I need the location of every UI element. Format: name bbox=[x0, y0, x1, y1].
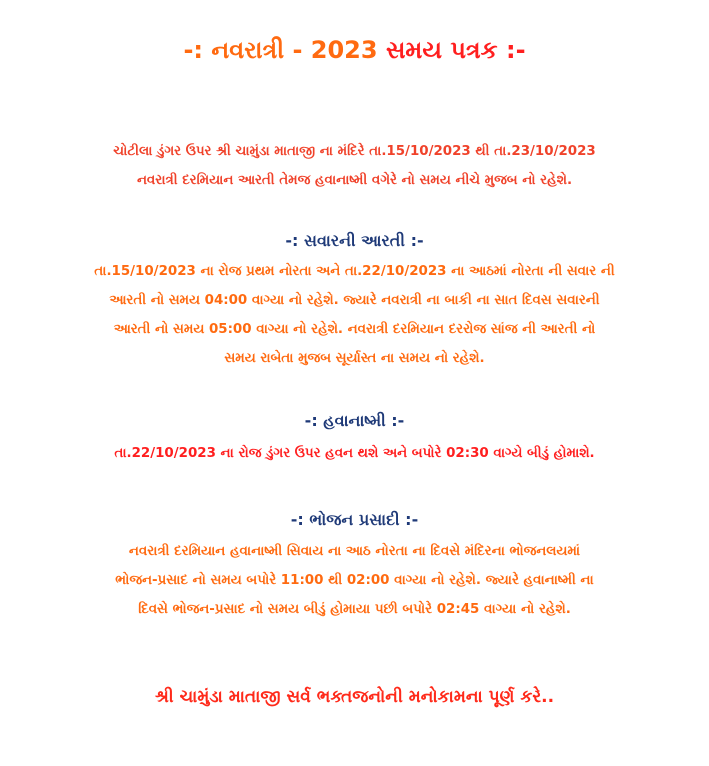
intro-line: ચોટીલા ડુંગર ઉપર શ્રી ચામુંડા માતાજી ના મંદિરે તા.15/10/2023 થી તા.23/10/2023 bbox=[113, 144, 596, 159]
page-title bbox=[0, 32, 709, 68]
section-paragraph-havan bbox=[40, 439, 669, 468]
paragraph-line: ભોજન-પ્રસાદ નો સમય બપોરે 11:00 થી 02:00 વાગ્યા નો રહેશે. જ્યારે હવાનાષ્મી ના bbox=[115, 573, 594, 588]
paragraph-line: સમય રાબેતા મુજબ સૂર્યાસ્ત ના સમય નો રહેશે. bbox=[224, 351, 485, 366]
section-paragraph-bhojan-prasad bbox=[40, 537, 669, 624]
closing-blessing: શ્રી ચામુંડા માતાજી સર્વ ભક્તજનોની મનોકામના પૂર્ણ કરે.. bbox=[154, 687, 555, 707]
section-heading-bhojan-prasad: -: ભોજન પ્રસાદી :- bbox=[290, 510, 419, 529]
paragraph-line: નવરાત્રી દરમિયાન હવાનાષ્મી સિવાય ના આઠ નોરતા ના દિવસે મંદિરના ભોજનલયમાં bbox=[128, 544, 581, 559]
section-heading-havan: -: હવાનાષ્મી :- bbox=[304, 411, 405, 430]
paragraph-line: તા.22/10/2023 ના રોજ ડુંગર ઉપર હવન થશે અને બપોરે 02:30 વાગ્યે બીડું હોમાશે. bbox=[114, 446, 595, 461]
intro-paragraph bbox=[40, 137, 669, 195]
paragraph-line: આરતી નો સમય 04:00 વાગ્યા નો રહેશે. જ્યારે નવરાત્રી ના બાકી ના સાત દિવસ સવારની bbox=[109, 293, 600, 308]
paragraph-line: તા.15/10/2023 ના રોજ પ્રથમ નોરતા અને તા.22/10/2023 ના આઠમાં નોરતા ની સવાર ની bbox=[94, 264, 615, 279]
paragraph-line: દિવસે ભોજન-પ્રસાદ નો સમય બીડું હોમાયા પછી બપોરે 02:45 વાગ્યા નો રહેશે. bbox=[138, 602, 571, 617]
intro-line: નવરાત્રી દરમિયાન આરતી તેમજ હવાનાષ્મી વગેરે નો સમય નીચે મુજબ નો રહેશે. bbox=[136, 173, 573, 188]
paragraph-line: આરતી નો સમય 05:00 વાગ્યા નો રહેશે. નવરાત્રી દરમિયાન દરરોજ સાંજ ની આરતી નો bbox=[113, 322, 596, 337]
section-paragraph-morning-aarti bbox=[40, 257, 669, 373]
section-heading-morning-aarti: -: સવારની આરતી :- bbox=[285, 231, 424, 250]
page-title-part-a: -: નવરાત્રી - 2023 bbox=[183, 36, 386, 64]
page-title-part-b: સમય પત્રક :- bbox=[385, 36, 526, 64]
